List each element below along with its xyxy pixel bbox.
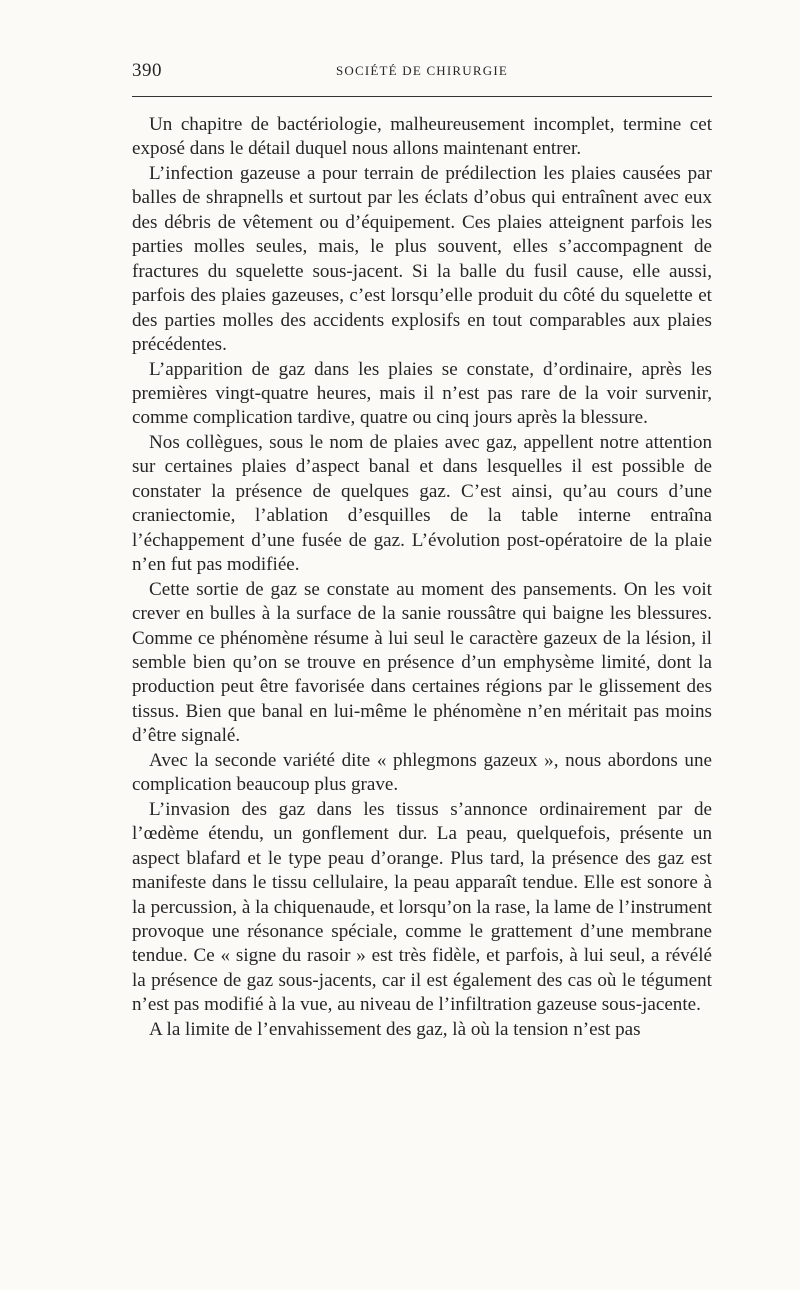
body-text <box>132 113 712 1042</box>
page-header <box>132 58 712 88</box>
paragraph: Cette sortie de gaz se constate au moment des pansements. On les voit crever en bulles à la surface de la sanie roussâtre qui baigne les blessures. Comme ce phénomène résume à lui seul le caractère gazeux de la lésion, il semble bien qu’on se trouve en présence d’un emphysème limité, dont la production peut être favorisée dans certaines régions par le glissement des tissus. Bien que banal en lui-même le phénomène n’en méritait pas moins d’être signalé. <box>132 578 712 747</box>
paragraph: L’apparition de gaz dans les plaies se constate, d’ordinaire, après les premières vingt-quatre heures, mais il n’est pas rare de la voir survenir, comme complication tardive, quatre ou cinq jours après la blessure. <box>132 358 712 429</box>
paragraph: L’infection gazeuse a pour terrain de prédilection les plaies causées par balles de shrapnells et surtout par les éclats d’obus qui entraînent avec eux des débris de vêtement ou d’équipement. Ces plaies atteignent parfois les parties molles seules, mais, le plus souvent, elles s’accompagnent de fractures du squelette sous-jacent. Si la balle du fusil cause, elle aussi, parfois des plaies gazeuses, c’est lorsqu’elle produit du côté du squelette et des parties molles des accidents explosifs en tout comparables aux plaies précédentes. <box>132 162 712 356</box>
paragraph: Un chapitre de bactériologie, malheureusement incomplet, termine cet exposé dans le détail duquel nous allons maintenant entrer. <box>132 114 712 160</box>
paragraph: Nos collègues, sous le nom de plaies avec gaz, appellent notre attention sur certaines plaies d’aspect banal et dans lesquelles il est possible de constater la présence de quelques gaz. C’est ainsi, qu’au cours d’une craniectomie, l’ablation d’esquilles de la table interne entraîna l’échappement d’une fusée de gaz. L’évolution post-opératoire de la plaie n’en fut pas modifiée. <box>132 431 712 576</box>
page-number: 390 <box>132 60 162 81</box>
running-head: SOCIÉTÉ DE CHIRURGIE <box>335 63 509 78</box>
header-rule <box>132 96 712 97</box>
paragraph: L’invasion des gaz dans les tissus s’annonce ordinairement par de l’œdème étendu, un gonflement dur. La peau, quelquefois, présente un aspect blafard et le type peau d’orange. Plus tard, la présence des gaz est manifeste dans le tissu cellulaire, la peau apparaît tendue. Elle est sonore à la percussion, à la chiquenaude, et lorsqu’on la rase, la lame de l’instrument provoque une résonance spéciale, comme le grattement d’une membrane tendue. Ce « signe du rasoir » est très fidèle, et parfois, à lui seul, a révélé la présence de gaz sous-jacents, car il est également des cas où le tégument n’est pas modifié à la vue, au niveau de l’infiltration gazeuse sous-jacente. <box>132 798 712 1016</box>
paragraph: Avec la seconde variété dite « phlegmons gazeux », nous abordons une complication beaucoup plus grave. <box>132 749 712 796</box>
paragraph: A la limite de l’envahissement des gaz, là où la tension n’est pas <box>149 1018 641 1040</box>
